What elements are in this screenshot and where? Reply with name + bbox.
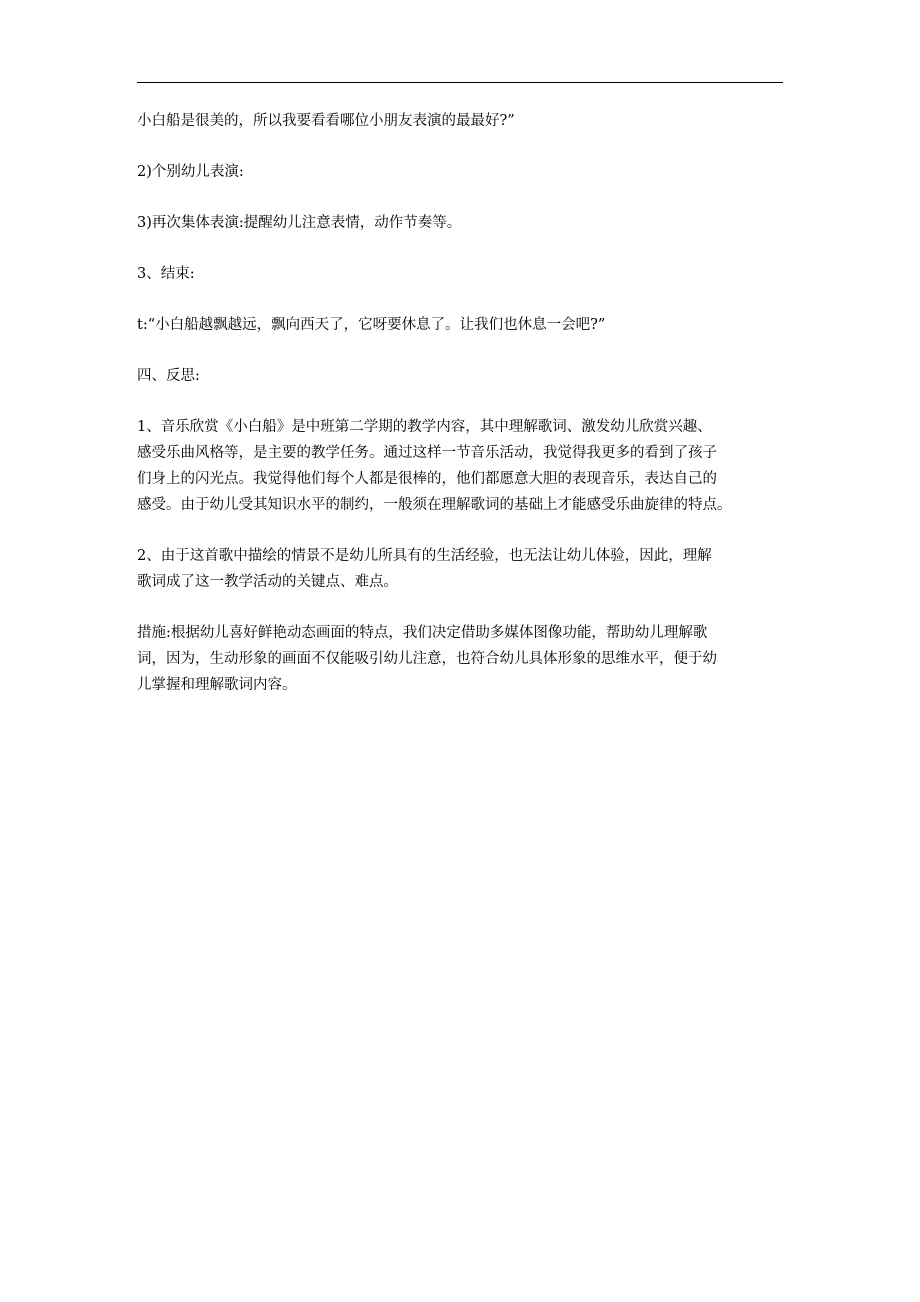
paragraph-individual-performance: 2)个别幼儿表演: [137, 164, 244, 180]
text-line: 儿掌握和理解歌词内容。 [137, 677, 297, 693]
paragraph-reflection-2 [137, 543, 787, 595]
section-heading-ending: 3、结束: [137, 266, 195, 282]
text-line: 感受乐曲风格等，是主要的教学任务。通过这样一节音乐活动，我觉得我更多的看到了孩子 [137, 445, 717, 461]
document-body [137, 108, 787, 723]
paragraph-measures [137, 620, 787, 698]
text-line: 们身上的闪光点。我觉得他们每个人都是很棒的，他们都愿意大胆的表现音乐，表达自己的 [137, 471, 717, 487]
paragraph-intro-quote: 小白船是很美的，所以我要看看哪位小朋友表演的最最好?” [137, 113, 515, 129]
text-line: 词，因为，生动形象的画面不仅能吸引幼儿注意，也符合幼儿具体形象的思维水平，便于幼 [137, 651, 717, 667]
header-rule [137, 82, 783, 83]
text-line: 歌词成了这一教学活动的关键点、难点。 [137, 574, 398, 590]
text-line: 2、由于这首歌中描绘的情景不是幼儿所具有的生活经验，也无法让幼儿体验，因此，理解 [137, 548, 712, 564]
paragraph-teacher-quote: t:“小白船越飘越远，飘向西天了，它呀要休息了。让我们也休息一会吧?” [137, 317, 606, 333]
paragraph-reflection-1 [137, 414, 787, 518]
text-line: 1、音乐欣赏《小白船》是中班第二学期的教学内容，其中理解歌词、激发幼儿欣赏兴趣、 [137, 419, 712, 435]
text-line: 措施:根据幼儿喜好鲜艳动态画面的特点，我们决定借助多媒体图像功能，帮助幼儿理解歌 [137, 625, 708, 641]
text-line: 感受。由于幼儿受其知识水平的制约，一般须在理解歌词的基础上才能感受乐曲旋律的特点。 [137, 497, 732, 513]
paragraph-group-performance: 3)再次集体表演:提醒幼儿注意表情，动作节奏等。 [137, 215, 462, 231]
section-heading-reflection: 四、反思: [137, 368, 200, 384]
